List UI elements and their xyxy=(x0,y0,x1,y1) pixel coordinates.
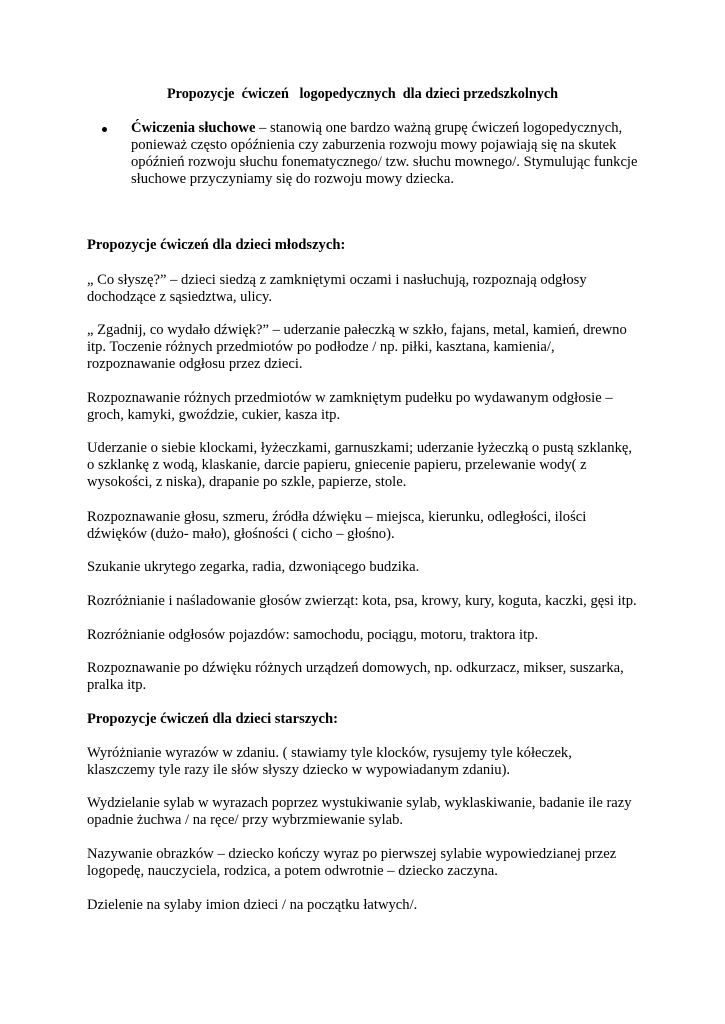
younger-item-7: Rozróżnianie i naśladowanie głosów zwierząt: kota, psa, krowy, kury, koguta, kaczki, gęsi itp. xyxy=(87,593,637,609)
intro-bullet xyxy=(108,120,648,188)
older-item-4: Dzielenie na sylaby imion dzieci / na początku łatwych/. xyxy=(87,897,418,913)
intro-term: Ćwiczenia słuchowe xyxy=(131,120,256,136)
younger-item-5: Rozpoznawanie głosu, szmeru, źródła dźwięku – miejsca, kierunku, odległości, ilości dźwięków (dużo- mało), głośności ( cicho – głośno). xyxy=(87,509,587,542)
younger-heading: Propozycje ćwiczeń dla dzieci młodszych: xyxy=(87,237,346,253)
intro-text: – stanowią one bardzo ważną grupę ćwiczeń logopedycznych, ponieważ często opóźnienia czy zaburzenia rozwoju mowy pojawiają się na skutek opóźnień rozwoju słuchu fonematycznego/ tzw. słuchu mownego/. Stymulując funkcje słuchowe przyczyniamy się do rozwoju mowy dziecka. xyxy=(131,120,638,187)
intro-paragraph xyxy=(131,120,648,188)
page-title: Propozycje ćwiczeń logopedycznych dla dzieci przedszkolnych xyxy=(166,86,559,102)
younger-item-3: Rozpoznawanie różnych przedmiotów w zamkniętym pudełku po wydawanym odgłosie – groch, kamyki, gwoździe, cukier, kasza itp. xyxy=(87,390,613,423)
younger-item-9: Rozpoznawanie po dźwięku różnych urządzeń domowych, np. odkurzacz, mikser, suszarka, pralka itp. xyxy=(87,660,624,693)
younger-item-1: „ Co słyszę?” – dzieci siedzą z zamkniętymi oczami i nasłuchują, rozpoznają odgłosy dochodzące z sąsiedztwa, ulicy. xyxy=(87,272,587,305)
younger-item-4: Uderzanie o siebie klockami, łyżeczkami, garnuszkami; uderzanie łyżeczką o pustą szklankę, o szklankę z wodą, klaskanie, darcie papieru, gniecenie papieru, przelewanie wody( z wysokości, z niska), drapanie po szkle, papierze, stole. xyxy=(87,440,632,490)
younger-item-6: Szukanie ukrytego zegarka, radia, dzwoniącego budzika. xyxy=(87,559,420,575)
younger-item-2: „ Zgadnij, co wydało dźwięk?” – uderzanie pałeczką w szkło, fajans, metal, kamień, drewno itp. Toczenie różnych przedmiotów po podłodze / np. piłki, kasztana, kamienia/, rozpoznawanie odgłosu przez dzieci. xyxy=(87,322,627,372)
older-item-3: Nazywanie obrazków – dziecko kończy wyraz po pierwszej sylabie wypowiedzianej przez logopedę, nauczyciela, rodzica, a potem odwrotnie – dziecko zaczyna. xyxy=(87,846,617,879)
older-heading: Propozycje ćwiczeń dla dzieci starszych: xyxy=(87,711,338,727)
bullet-icon xyxy=(102,127,107,132)
younger-item-8: Rozróżnianie odgłosów pojazdów: samochodu, pociągu, motoru, traktora itp. xyxy=(87,627,539,643)
older-item-2: Wydzielanie sylab w wyrazach poprzez wystukiwanie sylab, wyklaskiwanie, badanie ile razy opadnie żuchwa / na ręce/ przy wybrzmiewanie sylab. xyxy=(87,795,632,828)
older-item-1: Wyróżnianie wyrazów w zdaniu. ( stawiamy tyle klocków, rysujemy tyle kółeczek, klaszczemy tyle razy ile słów słyszy dziecko w wypowiadanym zdaniu). xyxy=(87,745,572,778)
